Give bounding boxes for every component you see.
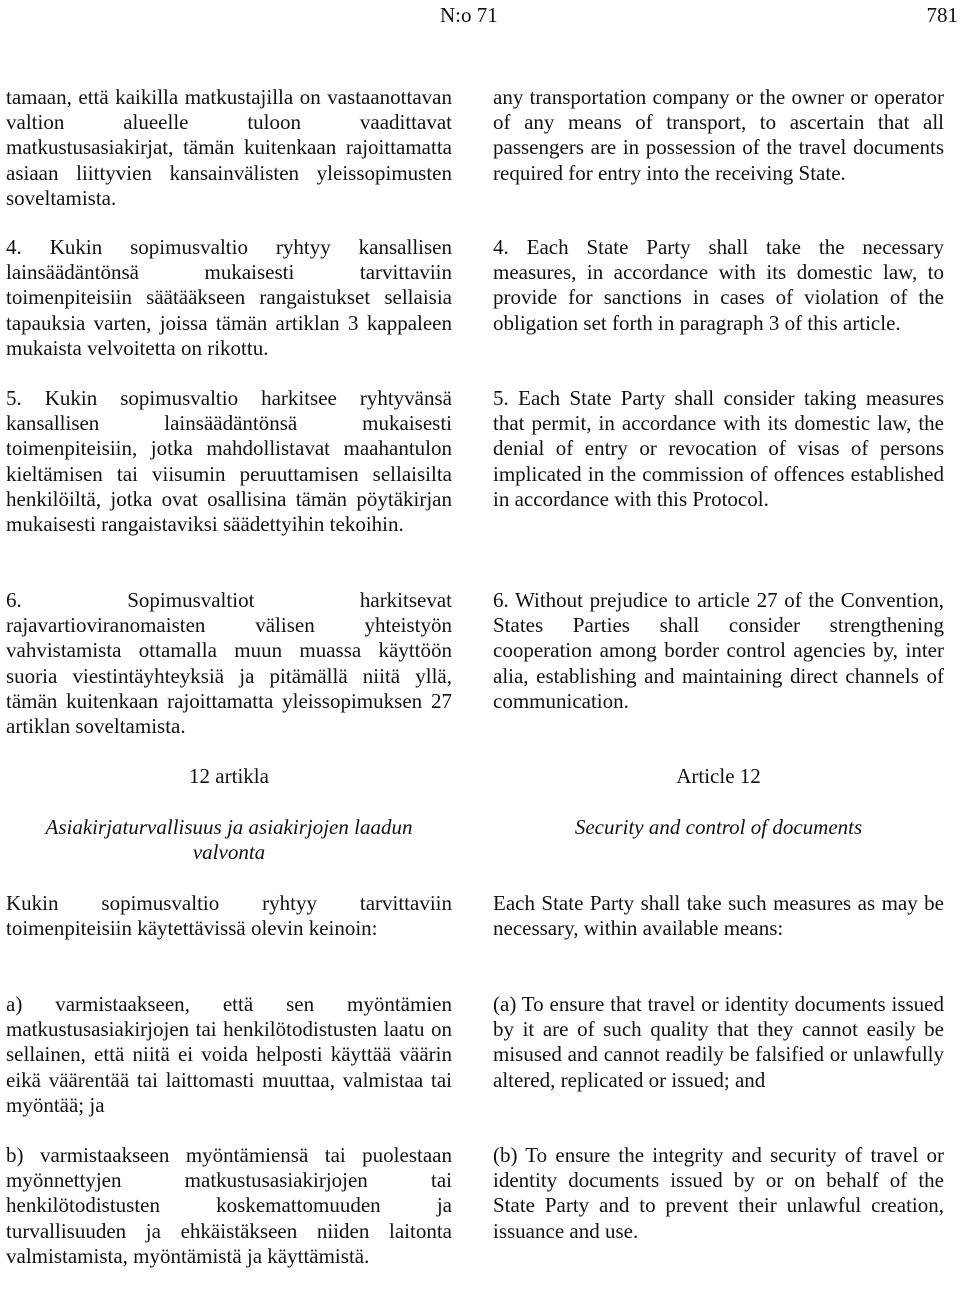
english-item-b: (b) To ensure the integrity and security of travel or identity documents issued by or on behalf of the State Party and to prevent their unlawful creation, issuance and use.	[493, 1143, 944, 1243]
english-paragraph-6: 6. Without prejudice to article 27 of the Convention, States Parties shall consider strengthening cooperation among border control agencies by, inter alia, establishing and maintaining direct channels of communication.	[493, 588, 944, 713]
document-number: N:o 71	[440, 3, 498, 27]
english-article-heading: Article 12	[676, 764, 761, 788]
english-paragraph-5: 5. Each State Party shall consider taking measures that permit, in accordance with its domestic law, the denial of entry or revocation of visas of persons implicated in the commission of offences established in accordance with this Protocol.	[493, 386, 944, 511]
english-article-title: Security and control of documents	[574, 815, 863, 839]
finnish-paragraph-5: 5. Kukin sopimusvaltio harkitsee ryhtyvänsä kansallisen lainsäädäntönsä mukaisesti toimenpiteisiin, jotka mahdollistavat maahantulon kieltämisen tai viisumin peruuttamisen sellaisilta henkilöiltä, jotka ovat osallisina tämän pöytäkirjan mukaisesti rangaistaviksi säädettyihin tekoihin.	[6, 386, 452, 537]
english-paragraph-4: 4. Each State Party shall take the necessary measures, in accordance with its domestic law, to provide for sanctions in cases of violation of the obligation set forth in paragraph 3 of this article.	[493, 235, 944, 335]
english-lead-paragraph: Each State Party shall take such measures as may be necessary, within available means:	[493, 891, 944, 941]
finnish-article-title: Asiakirjaturvallisuus ja asiakirjojen laadun valvonta	[45, 815, 413, 865]
page-number: 781	[926, 3, 958, 27]
english-item-a: (a) To ensure that travel or identity documents issued by it are of such quality that they cannot easily be misused and cannot readily be falsified or unlawfully altered, replicated or issued; and	[493, 992, 944, 1092]
finnish-item-a: a) varmistaakseen, että sen myöntämien matkustusasiakirjojen tai henkilötodistusten laatu on sellainen, että niitä ei voida helposti käyttää väärin eikä väärentää tai laittomasti muuttaa, valmistaa tai myöntää; ja	[6, 992, 452, 1117]
finnish-item-b: b) varmistaakseen myöntämiensä tai puolestaan myönnettyjen matkustusasiakirjojen tai henkilötodistusten koskemattomuuden ja turvallisuuden ja ehkäistäkseen niiden laitonta valmistamista, myöntämistä ja käyttämistä.	[6, 1143, 452, 1268]
page-header	[0, 2, 960, 28]
finnish-paragraph-intro: tamaan, että kaikilla matkustajilla on vastaanottavan valtion alueelle tuloon vaadittavat matkustusasiakirjat, tämän kuitenkaan rajoittamatta asiaan liittyvien kansainvälisten yleissopimusten soveltamista.	[6, 85, 452, 210]
english-paragraph-intro: any transportation company or the owner or operator of any means of transport, to ascertain that all passengers are in possession of the travel documents required for entry into the receiving State.	[493, 85, 944, 185]
finnish-article-heading: 12 artikla	[189, 764, 269, 788]
finnish-paragraph-6: 6. Sopimusvaltiot harkitsevat rajavartioviranomaisten välisen yhteistyön vahvistamista ottamalla muun muassa käyttöön suoria viestintäyhteyksiä ja pitämällä niitä yllä, tämän kuitenkaan rajoittamatta yleissopimuksen 27 artiklan soveltamista.	[6, 588, 452, 739]
finnish-lead-paragraph: Kukin sopimusvaltio ryhtyy tarvittaviin toimenpiteisiin käytettävissä olevin keinoin:	[6, 891, 452, 941]
finnish-paragraph-4: 4. Kukin sopimusvaltio ryhtyy kansallisen lainsäädäntönsä mukaisesti tarvittaviin toimenpiteisiin säätääkseen rangaistukset sellaisia tapauksia varten, joissa tämän artiklan 3 kappaleen mukaista velvoitetta on rikottu.	[6, 235, 452, 360]
